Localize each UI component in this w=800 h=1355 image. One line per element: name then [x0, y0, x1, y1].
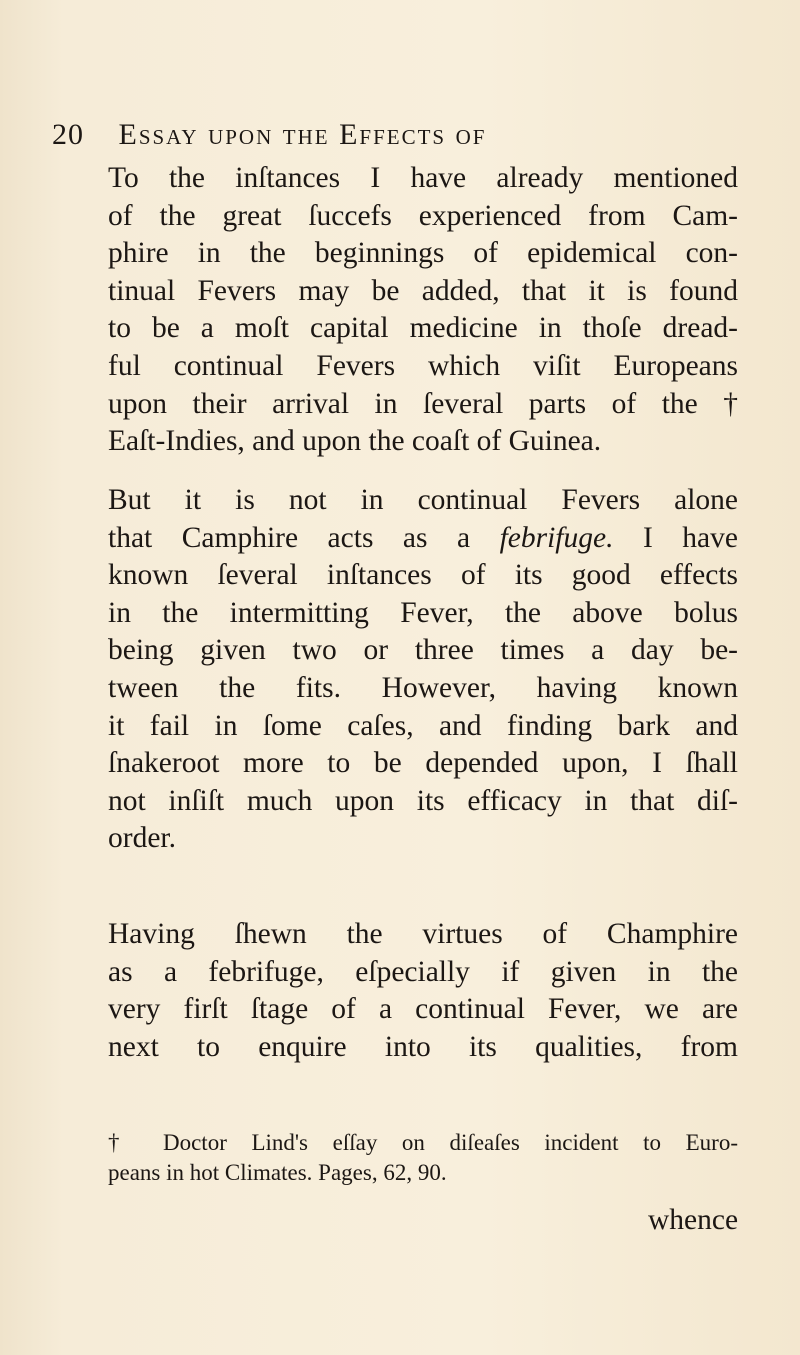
- paragraph-2: [108, 482, 738, 858]
- text-line: upon their arrival in ſeveral parts of the †: [108, 387, 738, 420]
- text-line: it fail in ſome caſes, and finding bark and: [108, 709, 738, 742]
- text-line: To the inſtances I have already mentioned: [108, 162, 738, 194]
- running-header: [52, 118, 752, 158]
- italic-term: febrifuge.: [499, 521, 614, 554]
- text-line: phire in the beginnings of epidemical con-: [108, 237, 738, 270]
- text-line: Eaſt-Indies, and upon the coaſt of Guinea.: [108, 425, 602, 458]
- text-line: ſnakeroot more to be depended upon, I ſhall: [108, 747, 738, 780]
- footnote-line: † Doctor Lind's eſſay on diſeaſes incident to Euro-: [108, 1130, 738, 1155]
- text-line: known ſeveral inſtances of its good effects: [108, 559, 738, 592]
- paragraph-1: [108, 160, 738, 461]
- page-number: 20: [52, 118, 84, 151]
- text-line: order.: [108, 822, 176, 855]
- paragraph-3: [108, 916, 738, 1066]
- text-line: in the intermitting Fever, the above bolus: [108, 596, 738, 629]
- text-segment: that Camphire acts as a: [108, 521, 500, 554]
- text-line-with-italic: [108, 520, 738, 558]
- text-line: to be a moſt capital medicine in thoſe dread-: [108, 312, 738, 345]
- text-line: But it is not in continual Fevers alone: [108, 484, 738, 516]
- running-title: Essay upon the Effects of: [118, 118, 487, 151]
- text-line: not inſiſt much upon its efficacy in that diſ-: [108, 784, 738, 817]
- text-line: as a febrifuge, eſpecially if given in the: [108, 955, 738, 988]
- text-line: of the great ſuccefs experienced from Cam-: [108, 199, 738, 232]
- text-line: next to enquire into its qualities, from: [108, 1030, 738, 1063]
- text-line: Having ſhewn the virtues of Champhire: [108, 918, 738, 950]
- text-line: very firſt ſtage of a continual Fever, we are: [108, 993, 738, 1026]
- catchword: whence: [648, 1204, 739, 1236]
- text-line: being given two or three times a day be-: [108, 634, 738, 667]
- text-line: tinual Fevers may be added, that it is found: [108, 274, 738, 307]
- footnote: [108, 1128, 738, 1188]
- footnote-line: peans in hot Climates. Pages, 62, 90.: [108, 1160, 447, 1185]
- text-line: tween the fits. However, having known: [108, 671, 738, 704]
- text-segment: I have: [613, 521, 738, 554]
- text-line: ful continual Fevers which viſit Europeans: [108, 349, 738, 382]
